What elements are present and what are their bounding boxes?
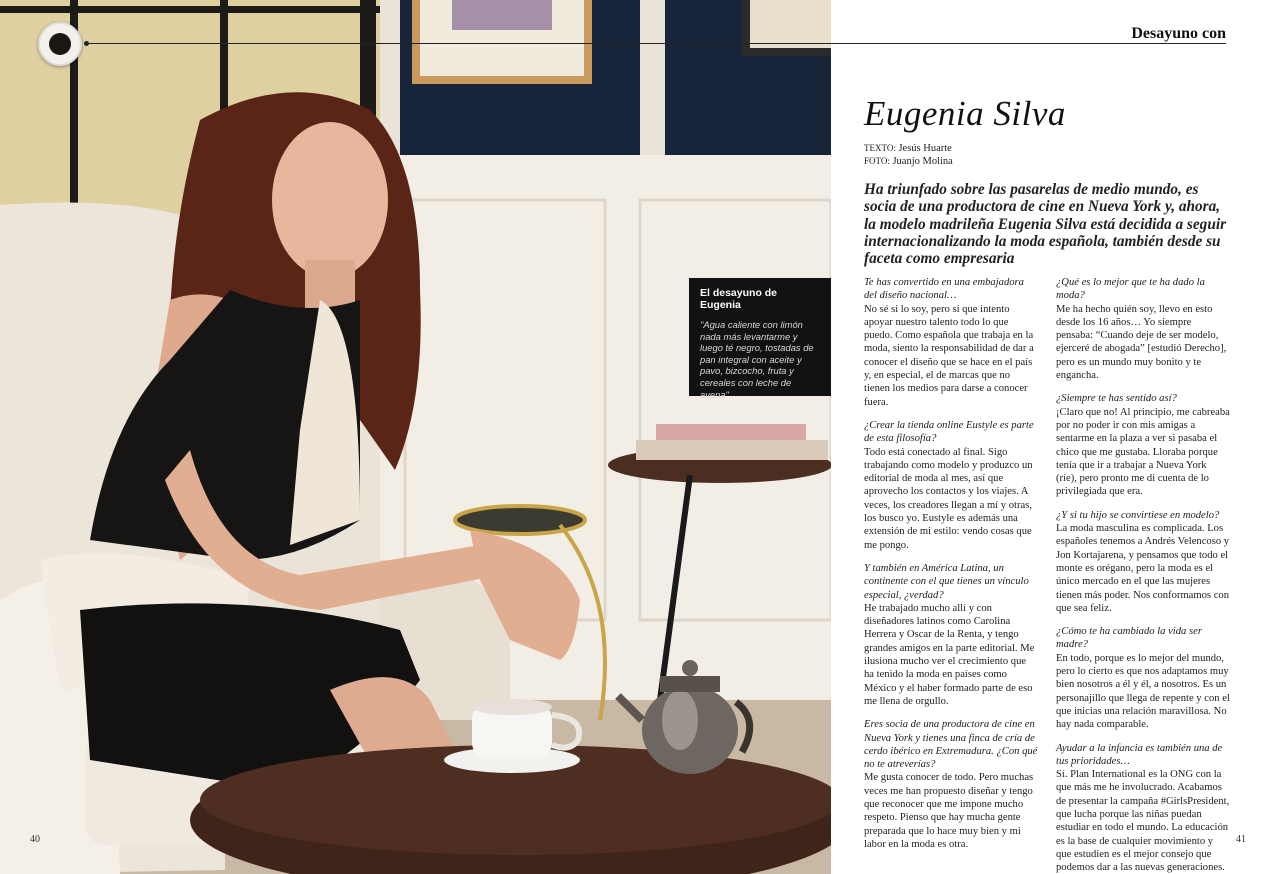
header-rule bbox=[86, 43, 1226, 44]
answer: La moda masculina es complicada. Los españoles tenemos a Andrés Velencoso y Jon Kortajarena, y pensamos que todo el monte es orégano, pero la moda es el único mercado en el que las mujeres tienen más poder. Nos conformamos con que sea feliz. bbox=[1056, 523, 1230, 614]
question: Y también en América Latina, un continente con el que tienes un vínculo especial, ¿verdad? bbox=[864, 562, 1029, 601]
question: Ayudar a la infancia es también una de tus prioridades… bbox=[1056, 742, 1223, 767]
answer: No sé si lo soy, pero sí que intento apoyar nuestro talento todo lo que puedo. Como española que trabaja en la moda, siento la responsabilidad de dar a conocer el diseño que se hace en el país y, en especial, el de marcas que no tienen los medios para darse a conocer fuera. bbox=[864, 303, 1034, 408]
question: ¿Cómo te ha cambiado la vida ser madre? bbox=[1056, 626, 1202, 651]
lead-paragraph: Ha triunfado sobre las pasarelas de medio mundo, es socia de una productora de cine en Nueva York y, ahora, la modelo madrileña Eugenia Silva está decidida a seguir internacionalizando la moda española, también desde su faceta como empresaria bbox=[864, 181, 1227, 268]
question: Te has convertido en una embajadora del diseño nacional… bbox=[864, 277, 1024, 302]
credit-text-author: Jesús Huarte bbox=[895, 143, 952, 154]
sidebar-quote: "Agua caliente con limón nada más levantarme y luego té negro, tostadas de pan integral con aceite y pavo, bizcocho, fruta y cereales con leche de avena" bbox=[700, 319, 814, 400]
credit-photo-author: Juanjo Molina bbox=[889, 156, 953, 167]
question: ¿Siempre te has sentido así? bbox=[1056, 393, 1177, 405]
page-number-left: 40 bbox=[30, 834, 40, 845]
interview-column-right bbox=[1056, 276, 1230, 874]
credit-photo-label: FOTO: bbox=[864, 156, 890, 166]
interview-column-left bbox=[864, 276, 1038, 851]
question: Eres socia de una productora de cine en Nueva York y tienes una finca de cría de cerdo ibérico en Extremadura. ¿Con qué no te atreverías? bbox=[864, 719, 1038, 771]
question: ¿Y si tu hijo se convirtiese en modelo? bbox=[1056, 509, 1220, 521]
page-number-right: 41 bbox=[1236, 834, 1246, 845]
article-title: Eugenia Silva bbox=[864, 94, 1066, 133]
answer: Todo está conectado al final. Sigo trabajando como modelo y produzco un editorial de moda al mes, así que aprovecho los contactos y los viajes. A veces, los creadores llegan a mí y otras, los busco yo. Eustyle es además una extensión de mi estilo: vendo cosas que me pongo. bbox=[864, 446, 1033, 551]
sidebar-title: El desayuno de Eugenia bbox=[700, 287, 778, 311]
answer: En todo, porque es lo mejor del mundo, pero lo cierto es que nos adaptamos muy bien nosotros a él y él, a nosotros. Es un personajillo que llega de repente y con el que inicias una relación maravillosa. No hay nada comparable. bbox=[1056, 652, 1230, 731]
answer: ¡Claro que no! Al principio, me cabreaba por no poder ir con mis amigas a sentarme en la plaza a ver si pasaba el chico que me gustaba. Lloraba porque tenía que ir a trabajar a Nueva York (ríe), pero pronto me di cuenta de lo privilegiada que era. bbox=[1056, 406, 1230, 498]
credits bbox=[864, 142, 953, 168]
credit-text-label: TEXTO: bbox=[864, 143, 896, 153]
answer: Sí. Plan International es la ONG con la que más me he involucrado. Acabamos de presentar la campaña #GirlsPresident, que lucha porque las niñas puedan estudiar en todo el mundo. La educación es la base de cualquier movimiento y que estudien es el mejor consejo que podemos dar a las nuevas generaciones. bbox=[1056, 769, 1230, 874]
sidebar-box bbox=[689, 278, 831, 400]
answer: Me gusta conocer de todo. Pero muchas veces me han propuesto diseñar y tengo que reconocer que me impone mucho respeto. Pienso que hay mucha gente preparada que lo hace muy bien y mi labor en la moda es otra. bbox=[864, 772, 1034, 850]
answer: He trabajado mucho allí y con diseñadores latinos como Carolina Herrera y Oscar de la Renta, y tengo grandes amigos en la parte editorial. Me ilusiona mucho ver el crecimiento que ha tenido la moda en países como México y el haber formado parte de eso me llena de orgullo. bbox=[864, 602, 1035, 707]
coffee-cup-icon bbox=[38, 22, 82, 66]
answer: Me ha hecho quién soy, llevo en esto desde los 16 años… Yo siempre pensaba: “Cuando deje de ser modelo, ejerceré de abogada” [estudió Derecho], pero es un mundo muy bonito y te engancha. bbox=[1056, 303, 1227, 382]
section-title: Desayuno con bbox=[1131, 25, 1226, 42]
question: ¿Qué es lo mejor que te ha dado la moda? bbox=[1056, 277, 1205, 302]
question: ¿Crear la tienda online Eustyle es parte de esta filosofía? bbox=[864, 419, 1034, 445]
